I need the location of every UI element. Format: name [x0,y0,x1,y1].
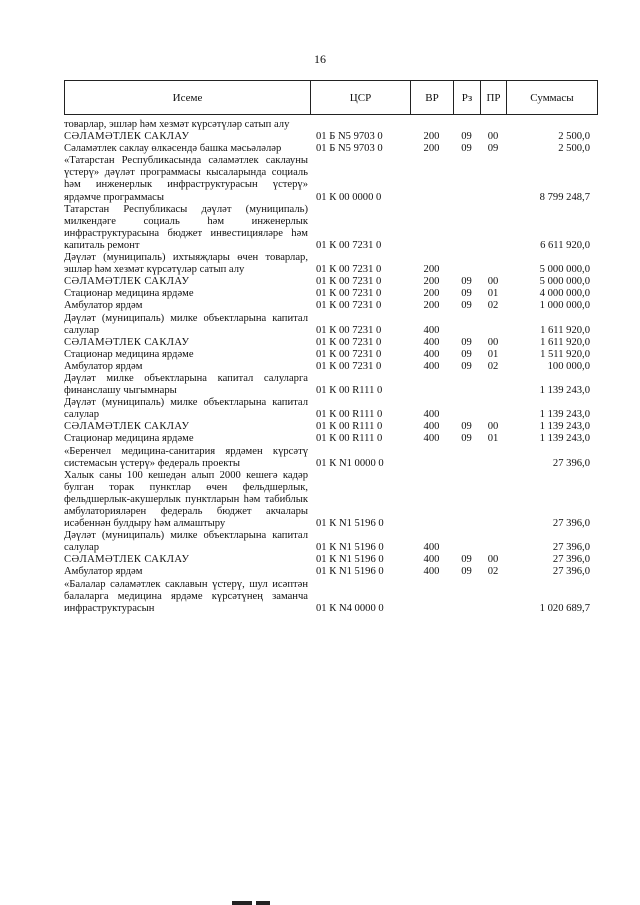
cell-pr: 09 [487,143,499,155]
cell-csr: 01 К 00 R111 0 [316,409,383,421]
cell-sum: 27 396,0 [552,554,590,566]
cell-name: Амбулатор ярдәм [64,300,143,312]
table-row [64,143,598,155]
cell-vr: 200 [423,131,440,143]
cell-csr: 01 К 00 7231 0 [316,276,382,288]
cell-csr: 01 К 00 0000 0 [316,191,382,203]
cell-sum: 1 000 000,0 [539,300,590,312]
cell-sum: 100 000,0 [547,360,590,372]
cell-pr: 00 [487,554,499,566]
table-row [64,337,598,349]
cell-sum: 1 511 920,0 [540,348,590,360]
cell-name: СӘЛАМӘТЛЕК САКЛАУ [64,276,190,288]
table-row [64,288,598,300]
cell-rz: 09 [461,348,472,360]
table-row [64,470,598,530]
table-row [64,579,598,615]
cell-pr: 02 [487,360,499,372]
cell-pr: 02 [487,300,499,312]
table-row [64,349,598,361]
table-row [64,446,598,470]
table-row [64,554,598,566]
scan-mark [232,901,252,905]
cell-vr: 400 [423,554,440,566]
cell-sum: 2 500,0 [558,131,590,143]
table-row [64,397,598,421]
cell-name: Стационар медицина ярдәме [64,288,194,300]
table-row [64,252,598,276]
cell-sum: 27 396,0 [552,457,590,469]
cell-name: Татарстан Республикасы дәүләт (муниципаль) милкендәге социаль һәм инженерлык инфраструктурасына бюджет инвестицияләре һәм капиталь ремонт [64,203,308,251]
cell-name: Дәүләт (муниципаль) милке объектларына капитал салулар [64,397,308,421]
header-rz: Рз [454,81,481,114]
cell-csr: 01 К 00 7231 0 [316,348,382,360]
cell-sum: 1 139 243,0 [539,409,590,421]
cell-name: «Балалар сәламәтлек саклавын үстерү, шул исәптән балаларга медицина ярдәме күрсәтүнең заманча инфраструктурасын [64,578,308,614]
cell-name: Дәүләт милке объектларына капитал салуларга финанслашу чыгымнары [64,372,308,397]
cell-name: «Беренчел медицина-санитария ярдәмен күрсәтү системасын үстерү» федераль проекты [64,445,308,469]
cell-rz: 09 [461,288,472,300]
cell-sum: 1 611 920,0 [540,336,590,348]
cell-rz: 09 [461,336,472,348]
cell-vr: 400 [423,336,440,348]
cell-name: Дәүләт (муниципаль) милке объектларына капитал салулар [64,312,308,336]
cell-rz: 09 [461,131,472,143]
cell-csr: 01 К 00 7231 0 [316,288,382,300]
header-name: Исеме [65,81,311,114]
cell-csr: 01 К 00 7231 0 [316,360,382,372]
cell-csr: 01 К N1 5196 0 [316,542,384,554]
cell-name: Халык саны 100 кешедән алып 2000 кешегә кадәр булган торак пунктлар өчен фельдшерлык, фельдшерлык-акушерлык пунктларын һәм табиблык амбулаторияләрен федераль бюджет акчалары исәбеннән булдыру һәм алмаштыру [64,469,308,530]
cell-vr: 400 [423,566,440,578]
cell-rz: 09 [461,554,472,566]
cell-sum: 27 396,0 [552,518,590,530]
cell-vr: 200 [423,288,440,300]
cell-vr: 400 [423,348,440,360]
cell-vr: 200 [423,143,440,155]
cell-sum: 4 000 000,0 [539,288,590,300]
header-csr: ЦСР [311,81,411,114]
cell-pr: 01 [487,288,499,300]
cell-sum: 1 139 243,0 [539,385,590,397]
table-row [64,361,598,373]
cell-pr: 02 [487,566,499,578]
page-number: 16 [314,52,326,66]
cell-name: Стационар медицина ярдәме [64,348,194,360]
cell-vr: 400 [423,542,440,554]
cell-name: СӘЛАМӘТЛЕК САКЛАУ [64,421,190,433]
scan-mark [256,901,270,905]
cell-pr: 01 [487,433,499,445]
cell-pr: 00 [487,421,499,433]
cell-csr: 01 К 00 R111 0 [316,421,383,433]
cell-csr: 01 К 00 R111 0 [316,433,383,445]
cell-vr: 400 [423,360,440,372]
cell-sum: 1 139 243,0 [539,421,590,433]
cell-name: СӘЛАМӘТЛЕК САКЛАУ [64,336,190,348]
cell-pr: 00 [487,276,499,288]
cell-sum: 1 611 920,0 [540,324,590,336]
cell-csr: 01 К N1 5196 0 [316,554,384,566]
cell-name: «Татарстан Республикасында сәламәтлек саклауны үстерү» дәүләт программасы кысаларында социаль һәм инженерлык инфраструктурасын үстерү» ярдәмче программасы [64,155,308,203]
table-row [64,421,598,433]
table-row [64,155,598,203]
table-header [64,80,598,115]
cell-name: СӘЛАМӘТЛЕК САКЛАУ [64,554,190,566]
cell-csr: 01 Б N5 9703 0 [316,131,383,143]
table-row [64,433,598,445]
table-row [64,204,598,252]
cell-name: СӘЛАМӘТЛЕК САКЛАУ [64,131,190,143]
cell-csr: 01 К N4 0000 0 [316,602,384,614]
cell-sum: 2 500,0 [558,143,590,155]
cell-csr: 01 К 00 7231 0 [316,300,382,312]
cell-rz: 09 [461,360,472,372]
header-vr: ВР [411,81,454,114]
cell-sum: 6 611 920,0 [540,239,590,251]
cell-csr: 01 К 00 7231 0 [316,324,382,336]
cell-csr: 01 К N1 0000 0 [316,457,384,469]
cell-name: Стационар медицина ярдәме [64,433,194,445]
table-row [64,276,598,288]
cell-sum: 8 799 248,7 [539,191,590,203]
header-sum: Суммасы [530,91,574,104]
cell-sum: 5 000 000,0 [539,264,590,276]
cell-rz: 09 [461,421,472,433]
cell-sum: 1 139 243,0 [539,433,590,445]
cell-csr: 01 К 00 7231 0 [316,239,382,251]
cell-csr: 01 Б N5 9703 0 [316,143,383,155]
cell-sum: 5 000 000,0 [539,276,590,288]
table-row [64,313,598,337]
cell-csr: 01 К N1 5196 0 [316,518,384,530]
cell-rz: 09 [461,143,472,155]
cell-sum: 27 396,0 [552,566,590,578]
table-row [64,566,598,578]
table-body [64,119,598,615]
cell-pr: 00 [487,131,499,143]
cell-rz: 09 [461,566,472,578]
table-row [64,373,598,397]
cell-vr: 200 [423,300,440,312]
cell-rz: 09 [461,276,472,288]
table-row [64,300,598,312]
cell-name: Сәламәтлек саклау өлкәсендә башка мәсьәләләр [64,143,282,155]
cell-vr: 400 [423,324,440,336]
cell-vr: 400 [423,433,440,445]
table-row [64,530,598,554]
header-pr: ПР [481,81,507,114]
table-row [64,119,598,131]
cell-name: Амбулатор ярдәм [64,360,143,372]
cell-sum: 1 020 689,7 [539,602,590,614]
cell-name: Дәүләт (муниципаль) милке объектларына капитал салулар [64,530,308,554]
cell-vr: 400 [423,421,440,433]
cell-pr: 00 [487,336,499,348]
cell-csr: 01 К 00 7231 0 [316,264,382,276]
cell-csr: 01 К 00 7231 0 [316,336,382,348]
cell-csr: 01 К 00 R111 0 [316,385,383,397]
cell-rz: 09 [461,433,472,445]
cell-csr: 01 К N1 5196 0 [316,566,384,578]
cell-vr: 200 [423,276,440,288]
cell-rz: 09 [461,300,472,312]
cell-vr: 200 [423,264,440,276]
cell-name: Дәүләт (муниципаль) ихтыяҗлары өчен товарлар, эшләр һәм хезмәт күрсәтүләр сатып алу [64,252,308,276]
cell-vr: 400 [423,409,440,421]
cell-pr: 01 [487,348,499,360]
cell-name: Амбулатор ярдәм [64,566,143,578]
table-row [64,131,598,143]
cell-sum: 27 396,0 [552,542,590,554]
cell-name: товарлар, эшләр һәм хезмәт күрсәтүләр сатып алу [64,119,290,130]
